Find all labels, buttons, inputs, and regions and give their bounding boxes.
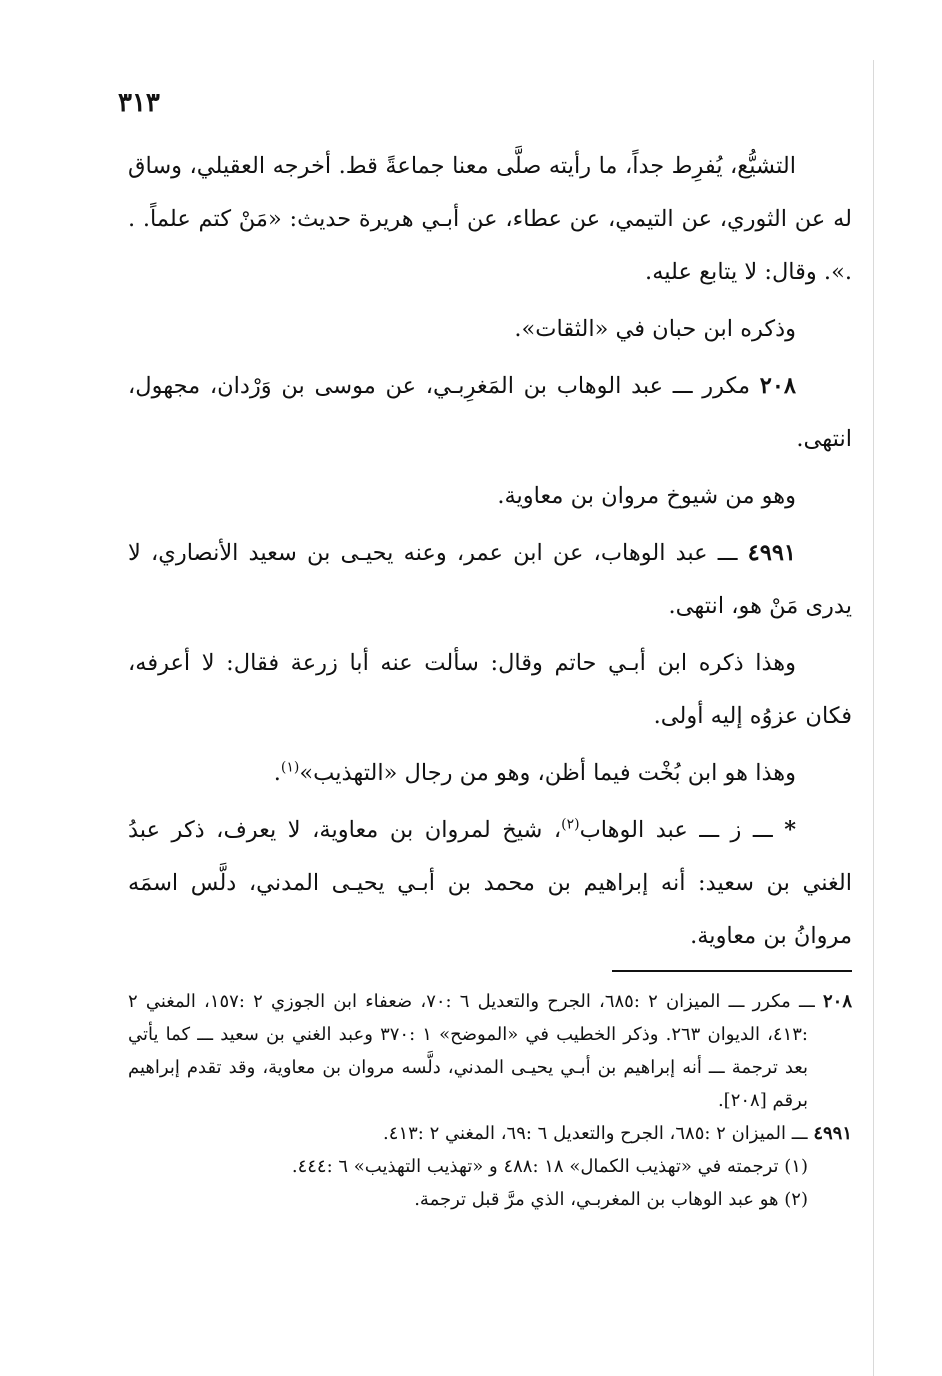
footnote-marker: (١) xyxy=(280,759,300,776)
footnote-4991 xyxy=(128,1117,852,1150)
entry-text: مكرر ـــ عبد الوهاب بن المَغرِبـي، عن موسى بن وَرْدان، مجهول، انتهى. xyxy=(128,373,852,452)
entry-number: ٢٠٨ xyxy=(759,373,796,399)
paragraph-text: وهذا ذكره ابن أبـي حاتم وقال: سألت عنه أبا زرعة فقال: لا أعرفه، فكان عزوُه إليه أولى. xyxy=(128,650,852,729)
entry-tail: ، شيخ لمروان بن معاوية، لا يعرف، ذكر عبدُ الغني بن سعيد: أنه إبراهيم بن محمد بن أبـي يحيـى المدني، دلَّس اسمَه مروانُ بن معاوية. xyxy=(128,817,852,949)
paragraph-continuation xyxy=(128,140,852,299)
entry-208 xyxy=(128,360,852,466)
page-edge-line xyxy=(873,60,874,1376)
paragraph-text: وذكره ابن حبان في «الثقات». xyxy=(514,316,796,342)
footnote-number: ٤٩٩١ xyxy=(813,1123,852,1144)
entry-4991 xyxy=(128,527,852,633)
paragraph-ibn-hibban xyxy=(128,303,852,356)
footnote-marker: (٢) xyxy=(561,816,580,833)
footnote-2 xyxy=(128,1183,830,1216)
entry-text: ـــ ز ـــ عبد الوهاب xyxy=(579,817,773,843)
footnote-text: هو عبد الوهاب بن المغربـي، الذي مرَّ قبل ترجمة. xyxy=(414,1189,779,1210)
entry-star-mark: * xyxy=(784,817,796,843)
footnotes xyxy=(128,985,852,1216)
footnote-1 xyxy=(128,1150,830,1183)
paragraph-ibn-abi-hatim xyxy=(128,637,852,743)
footnote-text: ـــ الميزان ٢ :٦٨٥، الجرح والتعديل ٦ :٦٩، المغني ٢ :٤١٣. xyxy=(383,1123,808,1144)
entry-number: ٤٩٩١ xyxy=(747,540,797,566)
paragraph-ibn-bukht xyxy=(128,747,852,800)
paragraph-marwan-shuyukh xyxy=(128,470,852,523)
entry-star-zay xyxy=(128,804,852,963)
footnote-number: (٢) xyxy=(784,1189,808,1210)
page-number: ٣١٣ xyxy=(118,88,160,118)
paragraph-text: وهو من شيوخ مروان بن معاوية. xyxy=(497,483,796,509)
footnote-text: ترجمته في «تهذيب الكمال» ١٨ :٤٨٨ و «تهذيب التهذيب» ٦ :٤٤٤. xyxy=(291,1156,779,1177)
footnote-separator xyxy=(612,970,852,972)
paragraph-text: التشيُّع، يُفرِط جداً، ما رأيته صلَّى معنا جماعةً قط. أخرجه العقيلي، وساق له عن الثوري، عن التيمي، عن عطاء، عن أبـي هريرة حديث: «مَنْ كتم علماً. . .». وقال: لا يتابع عليه. xyxy=(128,153,852,285)
paragraph-tail: . xyxy=(273,760,281,786)
footnote-208 xyxy=(128,985,852,1117)
footnote-text: ـــ مكرر ـــ الميزان ٢ :٦٨٥، الجرح والتعديل ٦ :٧٠، ضعفاء ابن الجوزي ٢ :١٥٧، المغني ٢ :٤١٣، الديوان ٢٦٣. وذكر الخطيب في «الموضح» ١ :٣٧٠ وعبد الغني بن سعيد ـــ كما يأتي بعد ترجمة ـــ أنه إبراهيم بن أبـي يحيـى المدني، دلَّسه مروان بن معاوية، وقد تقدم إبراهيم برقم [٢٠٨]. xyxy=(128,991,815,1111)
entry-text: ـــ عبد الوهاب، عن ابن عمر، وعنه يحيـى بن سعيد الأنصاري، لا يدرى مَنْ هو، انتهى. xyxy=(128,540,852,619)
main-text xyxy=(128,140,852,967)
footnote-number: ٢٠٨ xyxy=(822,991,852,1012)
footnote-number: (١) xyxy=(784,1156,808,1177)
paragraph-text: وهذا هو ابن بُخْت فيما أظن، وهو من رجال «التهذيب» xyxy=(299,760,796,786)
